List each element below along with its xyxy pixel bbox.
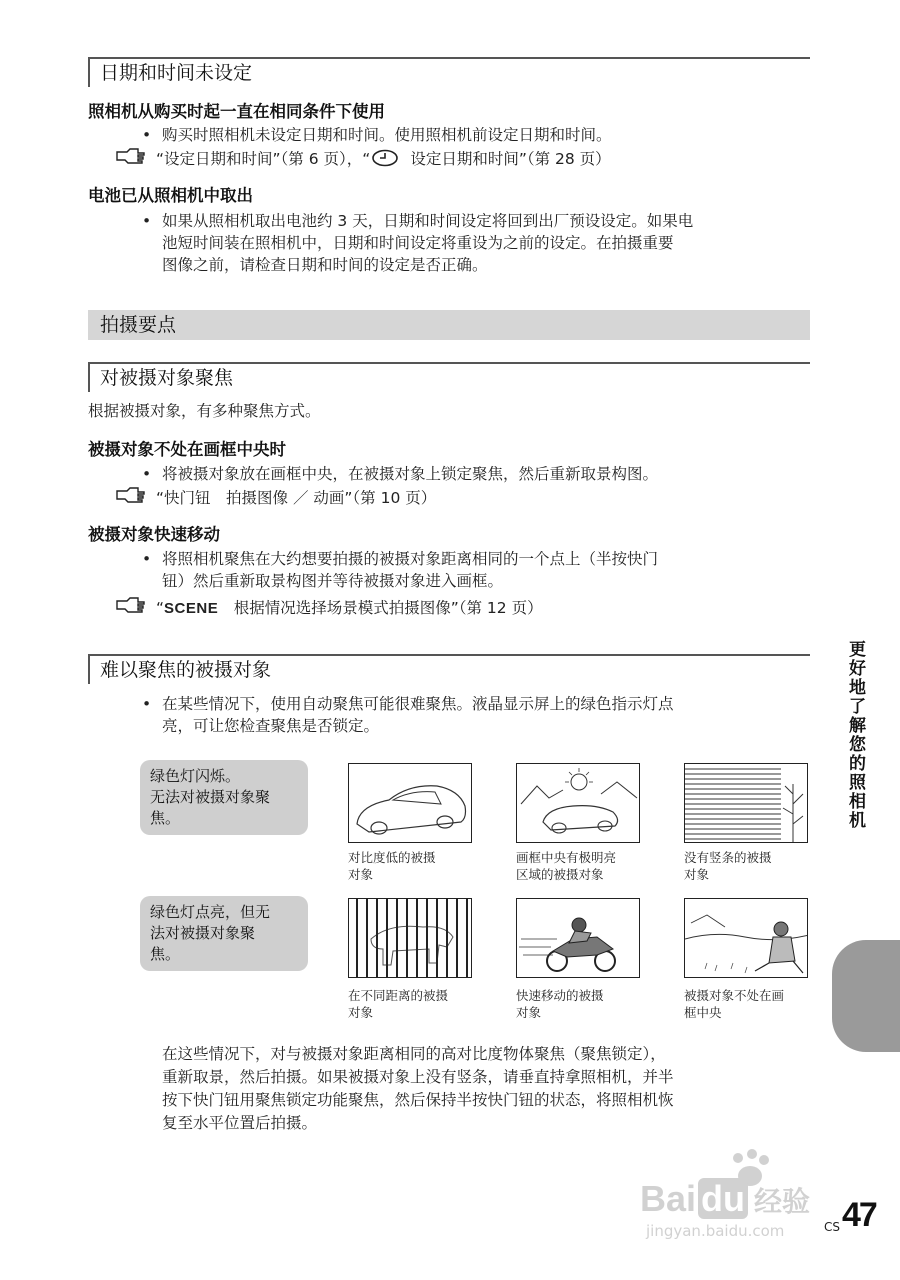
bullet-dot-icon: • [142, 465, 152, 483]
bullet-dot-icon: • [142, 126, 152, 144]
scene-mode-label: SCENE [164, 600, 219, 617]
bullet-item: • 购买时照相机未设定日期和时间。使用照相机前设定日期和时间。 [142, 126, 612, 144]
caption: 画框中央有极明亮 区域的被摄对象 [516, 850, 617, 882]
pointing-hand-icon [116, 487, 156, 509]
pointing-hand-icon [116, 148, 156, 170]
caption: 没有竖条的被摄 对象 [684, 850, 772, 882]
callout-green-lit: 绿色灯点亮，但无 法对被摄对象聚 焦。 [140, 896, 308, 971]
subheading-same-condition: 照相机从购买时起一直在相同条件下使用 [88, 102, 385, 121]
subheading-battery-removed: 电池已从照相机中取出 [88, 186, 253, 205]
bullet-dot-icon: • [142, 695, 152, 713]
chapter-side-label: 更好地了解您的照相机 [845, 640, 865, 830]
callout-green-blinking: 绿色灯闪烁。 无法对被摄对象聚 焦。 [140, 760, 308, 835]
section-title-date-time: 日期和时间未设定 [88, 57, 810, 87]
bullet-dot-icon: • [142, 212, 152, 230]
illustration-horizontal-stripes [684, 763, 808, 843]
bullet-item: • 将被摄对象放在画框中央，在被摄对象上锁定聚焦，然后重新取景构图。 [142, 465, 659, 483]
section-band-shooting-tips: 拍摄要点 [88, 310, 810, 340]
illustration-off-center-subject [684, 898, 808, 978]
bullet-item: • 如果从照相机取出电池约 3 天，日期和时间设定将回到出厂预设设定。如果电 池短时间装在照相机中，日期和时间设定将重设为之前的设定。在拍摄重要 图像之前，请检查日期和时间的设定是否正确。 [142, 212, 694, 274]
page-number: 47 [842, 1196, 876, 1234]
bullet-item: • 将照相机聚焦在大约想要拍摄的被摄对象距离相同的一个点上（半按快门 钮）然后重新取景构图并等待被摄对象进入画框。 [142, 550, 659, 590]
intro-text: 根据被摄对象，有多种聚焦方式。 [88, 402, 321, 420]
caption: 被摄对象不处在画 框中央 [684, 988, 785, 1020]
reference-line: “SCENE 根据情况选择场景模式拍摄图像”（第 12 页） [116, 597, 543, 620]
caption: 快速移动的被摄 对象 [516, 988, 604, 1020]
baidu-watermark: Bai du 经验 jingyan.baidu.com [636, 1148, 826, 1248]
illustration-motorcycle [516, 898, 640, 978]
reference-line: “设定日期和时间”（第 6 页），“ 设定日期和时间”（第 28 页） [116, 148, 611, 173]
section-title-hard-focus: 难以聚焦的被摄对象 [88, 654, 810, 684]
closing-paragraph: 在这些情况下，对与被摄对象距离相同的高对比度物体聚焦（聚焦锁定）， 重新取景，然后拍摄。如果被摄对象上没有竖条，请垂直持拿照相机，并半 按下快门钮用聚焦锁定功能聚焦，然后保持半按快门钮的状态，将照相机恢 复至水平位置后拍摄。 [162, 1045, 674, 1132]
pointing-hand-icon [116, 597, 156, 619]
caption: 对比度低的被摄 对象 [348, 850, 436, 882]
bullet-dot-icon: • [142, 550, 152, 568]
chapter-thumb-tab [832, 940, 900, 1052]
subheading-not-centered: 被摄对象不处在画框中央时 [88, 440, 286, 459]
bullet-item: • 在某些情况下，使用自动聚焦可能很难聚焦。液晶显示屏上的绿色指示灯点 亮，可让您检查聚焦是否锁定。 [142, 695, 674, 735]
illustration-bright-center-car [516, 763, 640, 843]
subheading-fast-moving: 被摄对象快速移动 [88, 525, 220, 544]
language-code: CS [824, 1220, 840, 1234]
illustration-low-contrast-car [348, 763, 472, 843]
illustration-tiger-behind-bars [348, 898, 472, 978]
clock-icon [370, 149, 410, 173]
reference-line: “快门钮 拍摄图像 ／ 动画”（第 10 页） [116, 487, 436, 509]
section-title-focus: 对被摄对象聚焦 [88, 362, 810, 392]
caption: 在不同距离的被摄 对象 [348, 988, 449, 1020]
